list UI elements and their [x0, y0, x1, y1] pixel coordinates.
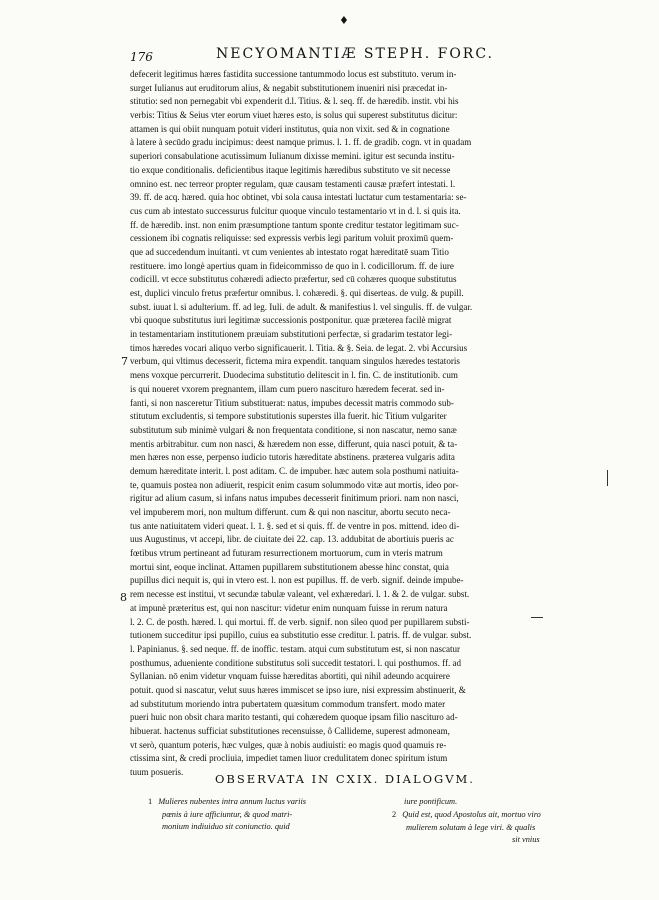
margin-number-7: 7: [121, 355, 128, 368]
body-line: in testamentariam institutionem præuiam substitutioni perfectæ, si gradarim testator legi-: [130, 329, 453, 340]
body-line: ff. de hæredib. inst. non enim præsumptione tantum sponte creditur testator legitimam suc-: [130, 219, 459, 230]
body-line: men hæres non esse, perpenso iudicio tutoris hæreditate abstinens. præterea vulgaris adita: [130, 452, 455, 463]
note-line: mulierem solutam à lege viri. & qualis: [406, 822, 536, 832]
note-number: 1: [148, 797, 153, 806]
body-line: vbi quoque substitutus iuri legitimæ successionis postponitur. quæ præterea facilè migrat: [130, 315, 452, 326]
body-line: codicill. vt ecce substitutus cohæredi adiecto præfertur, sed cū cohæres quoque substitutus: [130, 274, 457, 285]
body-line: vel impuberem mori, non multum differunt. cum & qui non nascitur, abortu secuto neca-: [130, 507, 451, 517]
body-line: cus cum ab intestato successurus fulcitur quoque vinculo testamentario vt in d. l. si quis ita.: [130, 205, 461, 216]
body-line: restituere. imo longè apertius quam in fideicommisso de quo in l. codicillorum. ff. de iure: [130, 260, 454, 271]
body-line: à latere à secūdo gradu incipimus: deest namque primus. l. 1. ff. de gradib. cogn. vt in quadam: [130, 137, 472, 148]
ornament-mark: ♦: [339, 14, 349, 27]
body-line: que ad succedendum inuitanti. vt cum venientes ab intestato rogat hæreditatē suam Titio: [130, 246, 449, 257]
body-line: ctissima sint, & credi procliuia, impediet tamen liuor credulitatem donec spiritum istum: [130, 753, 448, 764]
body-line: posthumus, adueniente conditione substitutus soli succedit testatori. l. qui posthumos. ff. ad: [130, 657, 462, 668]
body-line: ad substitutum moriendo intra pubertatem quæsitum commodum transfert. modo mater: [130, 698, 446, 709]
page-number: 176: [130, 50, 153, 64]
body-line: verbis: Titius & Seius vter eorum viuet hæres esto, is solus qui superest substitutus dicitur:: [130, 110, 458, 121]
body-line: vt serò, quantum poteris, hæc vulges, quæ à nobis audiuisti: eo magis quod quamuis re-: [130, 739, 447, 750]
body-line: est, duplici vinculo fretus præfertur omnibus. l. cohæredi. §. qui diserteas. de vulg. & pupill.: [130, 288, 464, 298]
body-line: fœtibus vtrum pertineant ad futuram resurrectionem mortuorum, cum in vteris matrum: [130, 548, 443, 559]
scan-mark: [607, 470, 608, 486]
body-line: potuit. quod si nascatur, velut suus hæres immiscet se ipso iure, nisi expressim abstinuerit, &: [130, 684, 466, 695]
body-line: defecerit legitimus hæres fastidita successione tantummodo locus est substituto. verum in-: [130, 69, 457, 79]
body-line: tuum posueris.: [130, 767, 184, 778]
note-1: [148, 796, 348, 834]
body-line: pueri huic non obsit chara marito testanti, qui cohæredem quoque ipsam filio nascituro ad-: [130, 712, 458, 723]
section-title: OBSERVATA IN CXIX. DIALOGVM.: [215, 772, 475, 786]
body-line: tus ante natiuitatem videri queat. l. 1. §. sed et si quis. ff. de ventre in pos. mittend. ideo di-: [130, 520, 460, 531]
body-line: l. 2. C. de posth. hæred. l. qui mortui. ff. de verb. signif. non sileo quod per pupillarem substi-: [130, 616, 470, 627]
body-line: te, quamuis postea non adiuerit, respicit enim casum solummodo vitæ aut mortis, ideo por-: [130, 479, 459, 490]
body-line: stitutio: sed non pernegabit vbi expenderit d.l. Titius. & l. seq. ff. de hæredib. instit. vbi his: [130, 96, 459, 107]
body-line: superiori consabulatione acutissimum Iulianum dixisse memini. igitur est secunda institu-: [130, 151, 455, 162]
body-line: rigitur ad alium casum, si infans natus impubes decesserit finitimum priori. nam non nasci,: [130, 493, 459, 504]
note-line: Mulieres nubentes intra annum luctus variis: [158, 797, 307, 806]
body-line: subst. iuuat l. si adulterium. ff. ad leg. Iuli. de adult. & manifestius l. vel singulis. ff. de vulgar.: [130, 301, 473, 312]
scan-mark: [531, 617, 543, 618]
body-line: stitutum excludentis, si tempore substitutionis superstes illa fuerit. hic Titium vulgariter: [130, 411, 447, 422]
body-line: mens voxque percurrerit. Duodecima substitutio delitescit in l. fin. C. de institutionib. cum: [130, 370, 458, 381]
body-line: surget Iulianus aut eruditorum alius, & negabit substitutionem inueniri nisi præcedat in-: [130, 82, 448, 93]
body-line: mortui sint, eoque inclinat. Attamen pupillarem substitutionem abesse hinc constat, quia: [130, 561, 449, 572]
note-2: [392, 809, 592, 847]
body-line: omnino est. nec terreor propter regulam, quæ causam testamenti causæ præfert intestati. l.: [130, 178, 456, 189]
body-line: tio exque conditionalis. deficientibus itaque legitimis hæredibus substituto ve sit necesse: [130, 164, 451, 175]
body-line: substitutum sub minimè vulgari & non frequentata conditione, si non nascatur, nemo sanæ: [130, 424, 457, 435]
body-line: tutionem succeditur ipsi pupillo, cuius ea substitutio esse creditur. l. patris. ff. de vulgar. subst.: [130, 630, 472, 641]
body-line: attamen is qui obiit nunquam potuit videri institutus, quia non vixit. sed & in cognatione: [130, 123, 450, 134]
body-line: Syllanian. nō enim videtur vnquam fuisse hæreditas abortiti, qui nihil adeundo acquirere: [130, 671, 450, 682]
note-line: monium indiuiduo sit coniunctio. quid: [162, 822, 290, 832]
note-number: 2: [392, 810, 397, 819]
note-line: sit vnius: [512, 835, 540, 845]
body-line: 39. ff. de acq. hæred. quia hoc obtinet, vbi sola causa intestati luctatur cum testamentaria: se-: [130, 192, 467, 203]
running-head: NECYOMANTIÆ STEPH. FORC.: [216, 46, 495, 62]
body-line: hibuerat. hactenus sufficiat substitutiones recensuisse, ô Callideme, superest admoneam,: [130, 726, 450, 736]
body-line: timos hæredes vocari aliquo verbo significauerit. l. Titia. & §. Seia. de legat. 2. vbi Accursius: [130, 342, 468, 353]
body-line: cessionem ibi cognatis reliquisse: sed expressis verbis legi paritum voluit proximū quem-: [130, 233, 454, 244]
note-line: pœnis à iure afficiuntur, & quod matri-: [162, 809, 293, 819]
body-line: pupillus dici nequit is, qui in vtero est. l. non est pupillus. ff. de verb. signif. deinde impube-: [130, 575, 464, 586]
body-line: uus Augustinus, vt accepi, libr. de ciuitate dei 22. cap. 13. addubitat de abortiuis pueris ac: [130, 534, 454, 545]
body-line: rem necesse est institui, vt secundæ tabulæ valeant, vel exhæredari. l. 1. & 2. de vulgar. subst.: [130, 589, 470, 600]
body-line: at impunè præteritus est, qui non nascitur: videtur enim nunquam fuisse in rerum natura: [130, 602, 448, 613]
body-line: is qui noueret vxorem pregnantem, illam cum puero nasciturо hæredem fecerat. sed in-: [130, 383, 445, 394]
note-line: Quid est, quod Apostolus ait, mortuo viro: [402, 810, 541, 819]
note-line: iure pontificum.: [404, 797, 458, 806]
body-line: mentis arbitrabitur. cum non nasci, & hæredem non esse, differunt, quia nasci potuit, & ta-: [130, 438, 458, 449]
body-line: l. Papinianus. §. sed neque. ff. de inoffic. testam. atqui cum substitutum est, si non nascatur: [130, 643, 461, 654]
body-line: fanti, si non nasceretur Titium substituerat: natus, impubes decessit matris commodo sub-: [130, 397, 454, 408]
body-line: verbum, qui vltimus decesserit, fictema mira expendit. tanquam singulos hæredes testatoris: [130, 356, 460, 367]
note-1-continuation: [404, 796, 604, 809]
margin-number-8: 8: [120, 591, 127, 604]
body-text: [130, 68, 598, 780]
body-line: demum hæreditate interit. l. post aditam. C. de impuber. hæc autem sola posthumi natiuita-: [130, 465, 459, 476]
